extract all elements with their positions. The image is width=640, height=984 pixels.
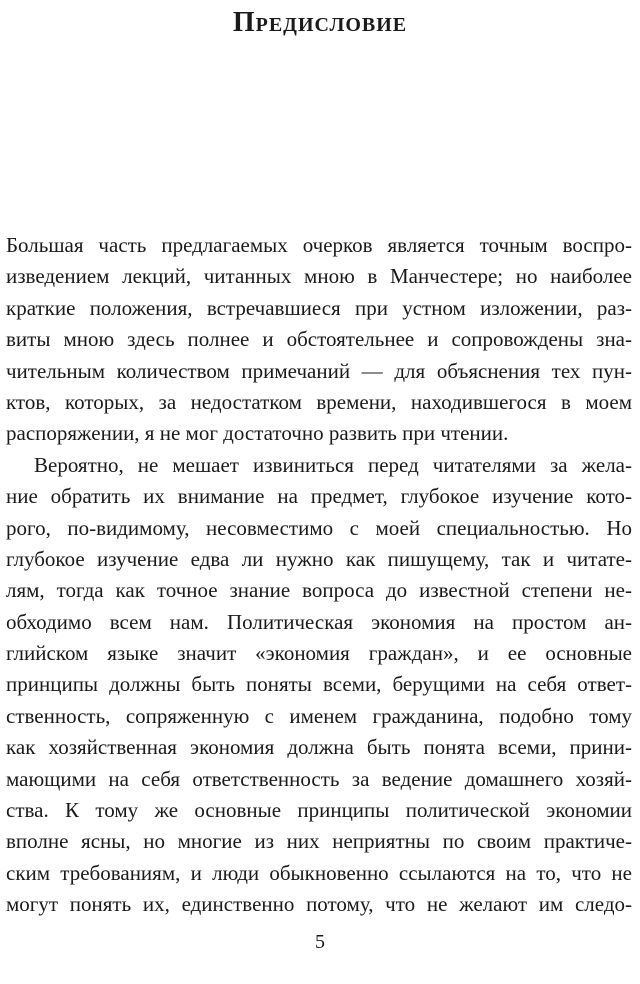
text-line: ственность, сопряженную с именем гражданина, подобно тому	[6, 703, 632, 728]
page-number: 5	[315, 931, 325, 953]
paragraph-1	[6, 230, 632, 450]
text-line: краткие положения, встречавшиеся при устном изложении, раз-	[6, 295, 632, 320]
text-line: глийском языке значит «экономия граждан», и ее основные	[6, 641, 632, 666]
paragraph-2	[6, 450, 632, 921]
text-line: мающими на себя ответственность за ведение домашнего хозяй-	[6, 766, 632, 791]
text-line: ктов, которых, за недостатком времени, находившегося в моем	[6, 389, 632, 414]
text-line: чительным количеством примечаний — для объяснения тех пун-	[6, 358, 632, 383]
text-line: ства. К тому же основные принципы политической экономии	[6, 798, 632, 823]
text-line: Вероятно, не мешает извиниться перед читателями за жела-	[34, 452, 632, 477]
text-line: ние обратить их внимание на предмет, глубокое изучение кото-	[6, 484, 632, 509]
text-line: глубокое изучение едва ли нужно как пишущему, так и читате-	[6, 546, 632, 571]
text-line: распоряжении, я не мог достаточно развить при чтении.	[6, 421, 509, 446]
text-line: Большая часть предлагаемых очерков является точным воспро-	[6, 233, 632, 257]
text-line: как хозяйственная экономия должна быть понята всеми, прини-	[6, 735, 632, 760]
text-line: принципы должны быть поняты всеми, берущими на себя ответ-	[6, 672, 632, 697]
text-line: рого, по-видимому, несовместимо с моей специальностью. Но	[6, 515, 632, 540]
page-title: Предисловие	[232, 7, 408, 38]
text-line: виты мною здесь полнее и обстоятельнее и сопровождены зна-	[6, 327, 632, 352]
text-line: обходимо всем нам. Политическая экономия на простом ан-	[6, 609, 632, 634]
text-line: изведением лекций, читанных мною в Манчестере; но наиболее	[6, 264, 632, 289]
body-text	[6, 230, 632, 921]
text-line: вполне ясны, но многие из них неприятны по своим практиче-	[6, 829, 632, 854]
text-line: могут понять их, единственно потому, что не желают им следо-	[6, 892, 632, 917]
text-line: лям, тогда как точное знание вопроса до известной степени не-	[6, 578, 632, 603]
text-line: ским требованиям, и люди обыкновенно ссылаются на то, что не	[6, 860, 632, 885]
